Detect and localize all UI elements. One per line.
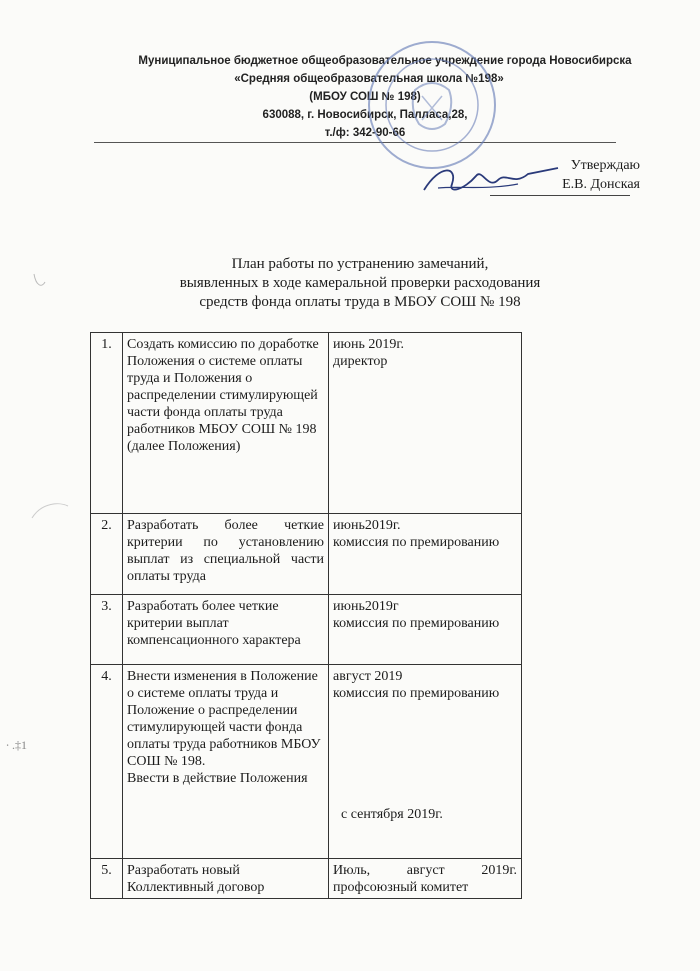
row-action: Создать комиссию по доработке Положения о системе оплаты труда и Положения о распределении стимулирующей части фонда оплаты труда работников МБОУ СОШ № 198 (далее Положения) — [123, 333, 329, 514]
school-stamp-icon — [365, 38, 500, 173]
row-start-date: с сентября 2019г. — [341, 807, 443, 822]
row-date: июнь2019г. — [333, 518, 401, 533]
signature-icon — [418, 160, 568, 200]
row-responsible: комиссия по премированию — [333, 535, 500, 550]
row-schedule — [329, 665, 522, 859]
row-schedule — [329, 859, 522, 899]
row-number: 5. — [91, 859, 123, 899]
row-responsible: директор — [333, 354, 388, 369]
table-row — [91, 514, 522, 595]
school-name: «Средняя общеобразовательная школа №198» — [234, 73, 504, 85]
scan-mark-icon — [32, 272, 46, 290]
row-date: Июль, август 2019г. — [333, 863, 517, 878]
row-schedule — [329, 595, 522, 665]
row-responsible: комиссия по премированию — [333, 616, 500, 631]
row-number: 4. — [91, 665, 123, 859]
row-date: июнь 2019г. — [333, 337, 404, 352]
signature-line — [490, 195, 630, 196]
scan-smudge: ∙ .‡1 — [6, 738, 27, 752]
document-title: План работы по устранению замечаний, выявленных в ходе камеральной проверки расходования средств фонда оплаты труда в МБОУ СОШ № 198 — [179, 256, 541, 310]
phone: т./ф: 342-90-66 — [324, 127, 406, 139]
org-name: Муниципальное бюджетное общеобразовательное учреждение города Новосибирска — [138, 55, 632, 67]
row-number: 2. — [91, 514, 123, 595]
table-row — [91, 665, 522, 859]
plan-table — [90, 332, 522, 899]
row-number: 1. — [91, 333, 123, 514]
row-action: Разработать более четкие критерии выплат компенсационного характера — [123, 595, 329, 665]
row-date: август 2019 — [333, 669, 403, 684]
header-divider — [94, 142, 616, 143]
row-responsible: комиссия по премированию — [333, 686, 500, 701]
approver-name: Е.В. Донская — [562, 177, 640, 192]
row-action — [123, 665, 329, 859]
row-action: Разработать новый Коллективный договор — [123, 859, 329, 899]
row-responsible: профсоюзный комитет — [333, 880, 469, 895]
row-action-main: Внести изменения в Положение о системе оплаты труда и Положение о распределении стимулирующей части фонда оплаты труда работников МБОУ СОШ № 198. — [127, 669, 321, 769]
scan-mark-icon — [30, 500, 70, 520]
approval-label: Утверждаю — [570, 158, 640, 173]
row-number: 3. — [91, 595, 123, 665]
row-date: июнь2019г — [333, 599, 399, 614]
table-row — [91, 859, 522, 899]
school-short-name: (МБОУ СОШ № 198) — [309, 91, 421, 103]
row-action: Разработать более четкие критерии по установлению выплат из специальной части оплаты труда — [123, 514, 329, 595]
table-row — [91, 595, 522, 665]
address: 630088, г. Новосибирск, Палласа,28, — [262, 109, 468, 121]
row-schedule — [329, 333, 522, 514]
letterhead — [0, 52, 700, 142]
row-schedule — [329, 514, 522, 595]
row-action-extra: Ввести в действие Положения — [127, 771, 308, 786]
table-row — [91, 333, 522, 514]
